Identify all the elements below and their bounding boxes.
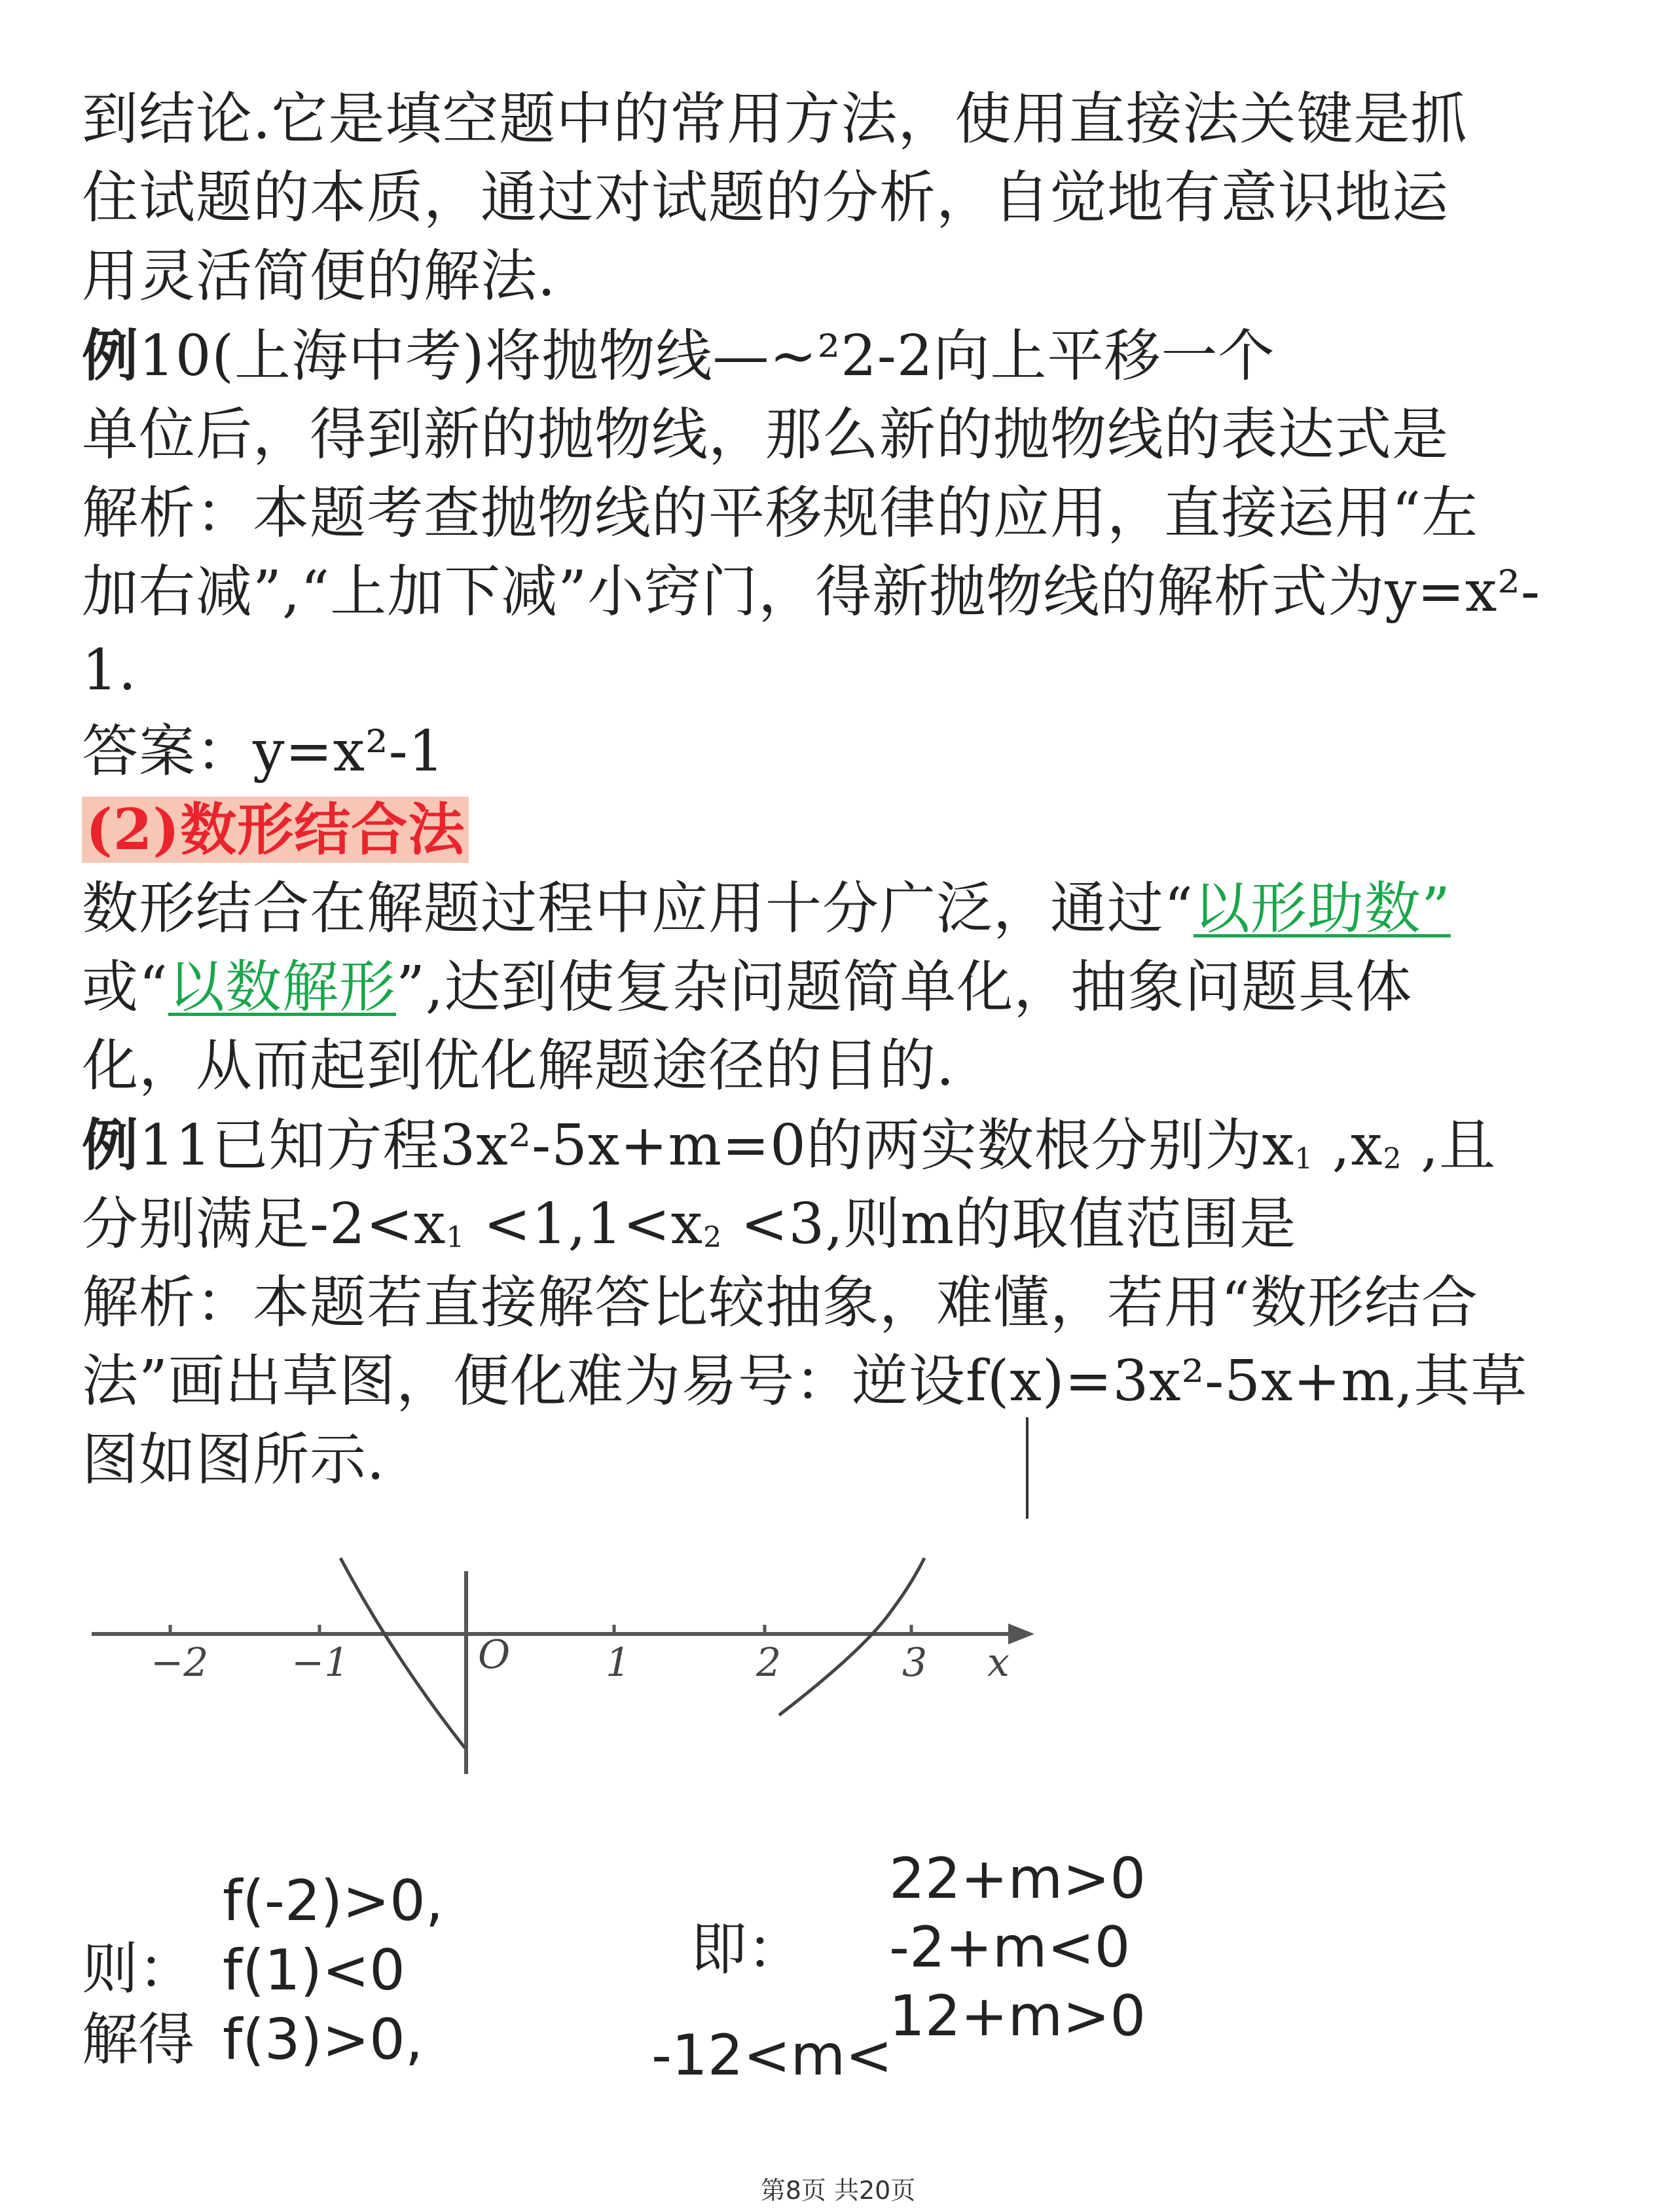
subscript-1: 1 [446,1221,465,1254]
example11-line2 [82,1185,1296,1273]
paragraph1-line1: 到结论.它是填空题中的常用方法，使用直接法关键是抓 [82,86,1468,152]
result-line-2: -2+m<0 [889,1915,1131,1980]
tick-label-neg2: −2 [151,1640,209,1686]
subscript-2: 2 [703,1221,723,1254]
tick-label-2: 2 [756,1640,782,1686]
final-range: -12<m< [651,2023,893,2088]
example11-title-b: ,x [1313,1113,1383,1178]
example10-analysis-line3: 1. [82,638,137,703]
example10-analysis-line1: 解析：本题考查抛物线的平移规律的应用，直接运用“左 [82,480,1478,546]
axis-label-x: x [987,1640,1010,1686]
example10-label: 例 [82,323,139,389]
x-axis-arrow-icon [1008,1623,1034,1644]
condition-f-neg2: f(-2)>0, [223,1868,444,1934]
example11-title-c: ,且 [1402,1113,1497,1178]
link-yi-shu-jie-xing[interactable]: 以数解形 [168,954,396,1020]
example11-line2-b: <1,1<x [465,1191,704,1257]
link-yi-xing-zhu-shu[interactable]: 以形助数” [1193,876,1451,941]
paragraph1-line3: 用灵活简便的解法. [82,244,556,309]
example11-analysis-line1: 解析：本题若直接解答比较抽象，难懂，若用“数形结合 [82,1270,1478,1335]
example10-title-text: 10(上海中考)将抛物线—~²2-2向上平移一个 [139,323,1275,389]
section-heading: (2)数形结合法 [82,797,469,863]
tick-label-neg1: −1 [291,1640,350,1686]
page-footer: 第8页 共20页 [760,2176,916,2205]
section2-intro-text: 数形结合在解题过程中应用十分广泛，通过“ [82,876,1193,941]
section2-intro-line3: 化，从而起到优化解题途径的目的. [82,1033,955,1098]
example11-analysis-line2: 法”画出草图，便化难为易号：逆设f(x)=3x²-5x+m,其草 [82,1349,1528,1414]
paragraph1-line2: 住试题的本质，通过对试题的分析，自觉地有意识地运 [82,165,1449,230]
subscript-2: 2 [1383,1142,1402,1176]
tick-label-3: 3 [902,1640,928,1686]
section2-intro-line1 [82,869,1451,948]
example10-analysis-line2: 加右减”,“上加下减”小窍门，得新抛物线的解析式为y=x²- [82,559,1540,625]
example11-analysis-line3: 图如图所示. [82,1427,386,1493]
parabola-left-branch [340,1558,465,1748]
condition-f-1: f(1)<0 [223,1938,405,2003]
ji-label: 即： [691,1917,803,1982]
origin-label: O [478,1632,511,1678]
example10-line2: 单位后，得到新的抛物线，那么新的抛物线的表达式是 [82,402,1449,467]
example11-title-a: 11已知方程3x²-5x+m=0的两实数根分别为x [139,1113,1295,1178]
parabola-right-branch [779,1558,924,1715]
vertical-rule [1026,1417,1029,1519]
section2-line2-post: ”,达到使复杂问题简单化，抽象问题具体 [395,954,1413,1020]
section2-line2-pre: 或“ [82,954,168,1020]
section2-heading-row [82,791,469,869]
subscript-1: 1 [1294,1142,1314,1176]
jiede-label: 解得 [82,2007,194,2073]
tick-label-1: 1 [606,1640,631,1686]
condition-f-3: f(3)>0, [223,2007,424,2073]
example11-label: 例 [82,1112,139,1178]
example11-line2-c: <3,则m的取值范围是 [722,1191,1297,1257]
parabola-sketch [92,1551,1034,1787]
example10-answer: 答案：y=x²-1 [82,719,445,784]
ze-label: 则： [82,1936,194,2002]
result-line-1: 22+m>0 [889,1846,1146,1912]
example11-title [82,1106,1496,1195]
example11-line2-a: 分别满足-2<x [82,1191,446,1257]
result-line-3: 12+m>0 [889,1984,1146,2049]
example10-title [82,317,1275,395]
section2-intro-line2 [82,948,1412,1026]
